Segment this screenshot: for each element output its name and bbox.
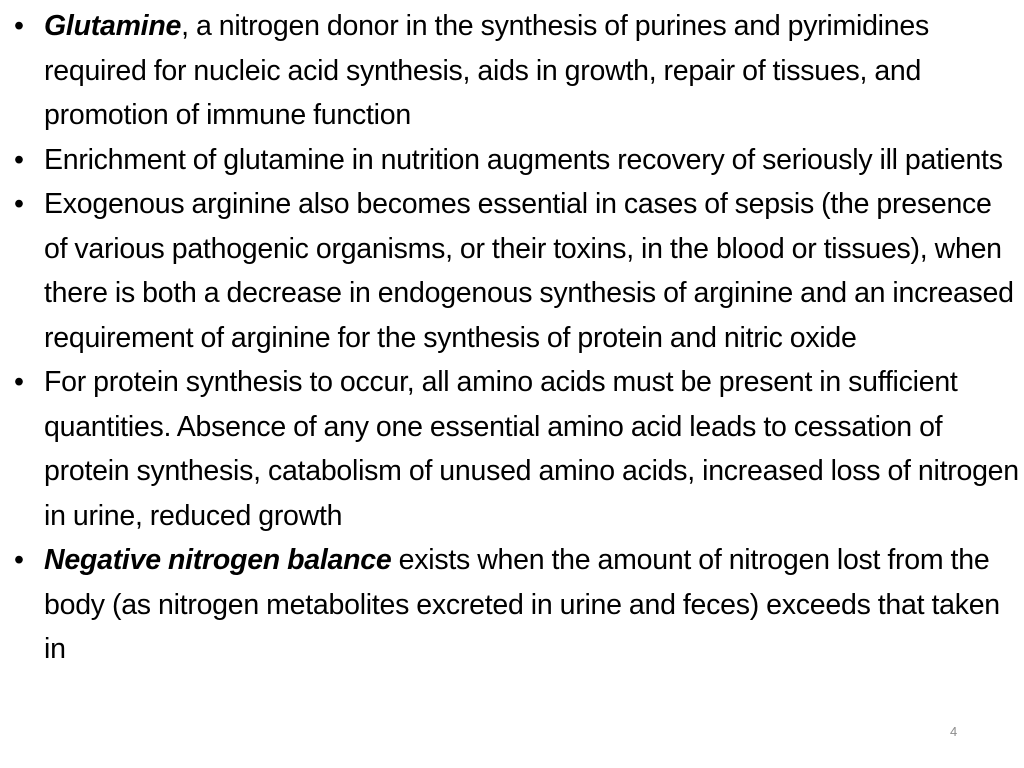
bullet-item-nitrogen-balance	[14, 538, 1020, 672]
bullet-text-arginine: Exogenous arginine also becomes essential in cases of sepsis (the presence of various pathogenic organisms, or their toxins, in the blood or tissues), when there is both a decrease in endogenous synthesis of arginine and an increased requirement of arginine for the synthesis of protein and nitric oxide	[44, 188, 1014, 354]
bullet-text-protein-synthesis: For protein synthesis to occur, all amino acids must be present in sufficient quantities. Absence of any one essential amino acid leads to cessation of protein synthesis, catabolism of unused amino acids, increased loss of nitrogen in urine, reduced growth	[44, 366, 1019, 532]
bullet-text-glutamine: , a nitrogen donor in the synthesis of purines and pyrimidines required for nucleic acid synthesis, aids in growth, repair of tissues, and promotion of immune function	[44, 10, 929, 131]
bullet-item-glutamine	[14, 4, 1020, 138]
bullet-marker: •	[14, 188, 24, 220]
bullet-item-arginine	[14, 182, 1020, 360]
bullet-text-nitrogen-balance: exists when the amount of nitrogen lost from the body (as nitrogen metabolites excreted in urine and feces) exceeds that taken in	[44, 544, 1000, 665]
bullet-marker: •	[14, 544, 24, 576]
bullet-item-enrichment	[14, 138, 1020, 183]
bullet-text-enrichment: Enrichment of glutamine in nutrition augments recovery of seriously ill patients	[44, 143, 1003, 176]
bullet-item-protein-synthesis	[14, 360, 1020, 538]
page-number: 4	[950, 724, 958, 739]
bullet-marker: •	[14, 143, 24, 176]
bullet-marker: •	[14, 10, 24, 42]
bullet-list	[14, 4, 1020, 672]
bullet-emphasis-nitrogen-balance: Negative nitrogen balance	[44, 544, 392, 576]
bullet-marker: •	[14, 366, 24, 398]
bullet-emphasis-glutamine: Glutamine	[44, 10, 182, 42]
